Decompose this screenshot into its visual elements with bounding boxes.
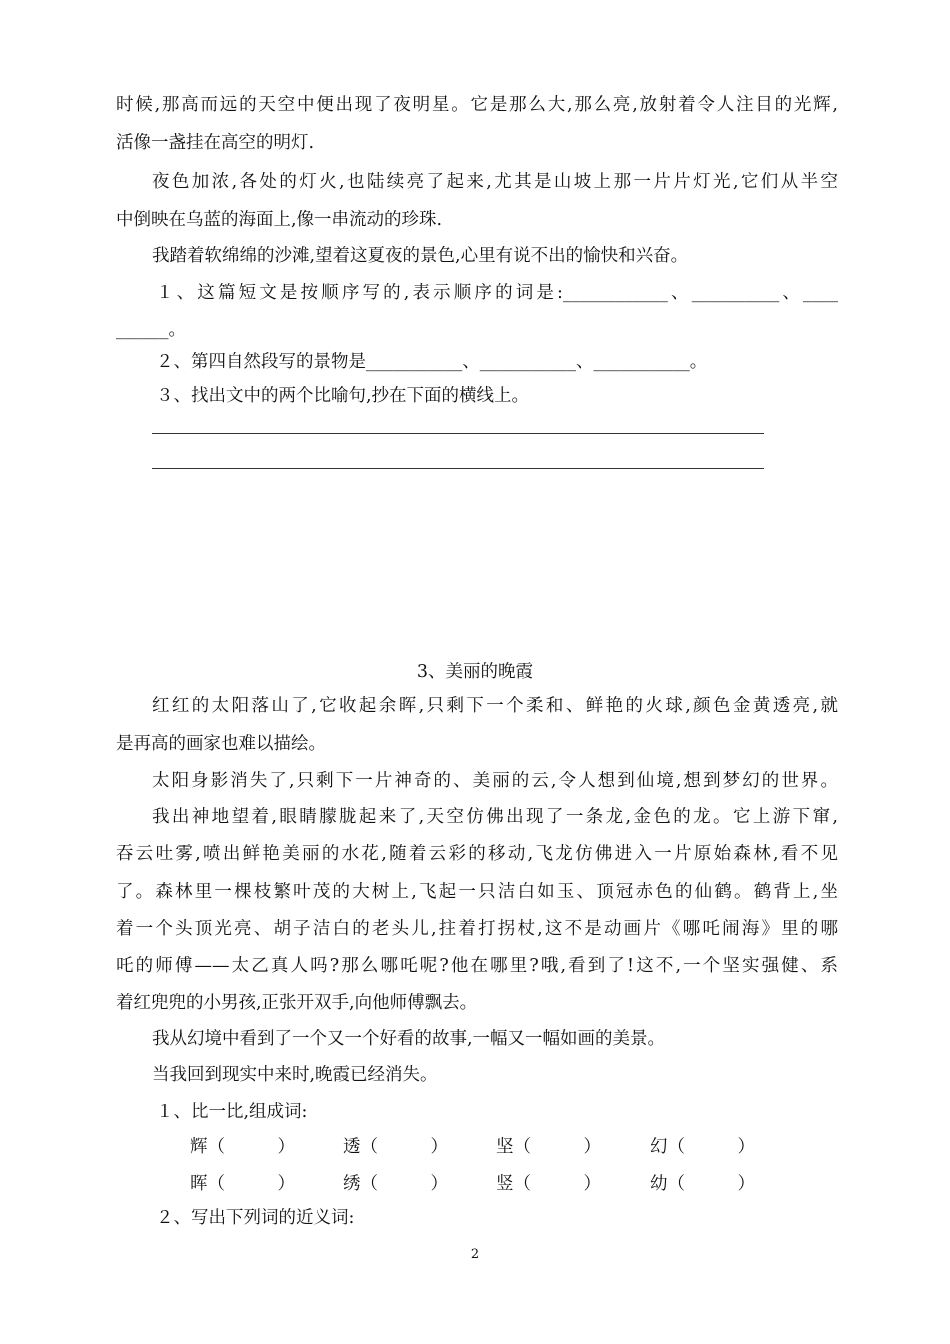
word-blank[interactable]: 辉（ ） bbox=[190, 1137, 295, 1157]
passage2-line: 着红兜兜的小男孩,正张开双手,向他师傅飘去。 bbox=[116, 993, 478, 1013]
question-2: ２、第四自然段写的景物是___________、___________、___________。 bbox=[156, 352, 708, 372]
word-blank[interactable]: 幼（ ） bbox=[650, 1174, 755, 1194]
word-blank[interactable]: 幻（ ） bbox=[650, 1137, 755, 1157]
question-1: １、这篇短文是按顺序写的,表示顺序的词是:____________、__________、____ bbox=[156, 283, 838, 303]
word-blank[interactable]: 透（ ） bbox=[343, 1137, 448, 1157]
exercise-1: １、比一比,组成词: bbox=[156, 1102, 308, 1122]
question-1-continued: ______。 bbox=[116, 320, 186, 340]
page-number: 2 bbox=[470, 1247, 480, 1262]
passage2-line: 吞云吐雾,喷出鲜艳美丽的水花,随着云彩的移动,飞龙仿佛进入一片原始森林,看不见 bbox=[116, 844, 838, 864]
passage1-line: 我踏着软绵绵的沙滩,望着这夏夜的景色,心里有说不出的愉快和兴奋。 bbox=[152, 246, 689, 266]
passage2-line: 我出神地望着,眼睛朦胧起来了,天空仿佛出现了一条龙,金色的龙。它上游下窜, bbox=[152, 807, 838, 827]
passage2-line: 是再高的画家也难以描绘。 bbox=[116, 734, 326, 754]
passage2-line: 当我回到现实中来时,晚霞已经消失。 bbox=[152, 1065, 438, 1085]
word-blank[interactable]: 坚（ ） bbox=[496, 1137, 601, 1157]
passage2-line: 太阳身影消失了,只剩下一片神奇的、美丽的云,令人想到仙境,想到梦幻的世界。 bbox=[152, 771, 838, 791]
word-blank[interactable]: 绣（ ） bbox=[343, 1174, 448, 1194]
passage2-title: 3、美丽的晚霞 bbox=[416, 662, 534, 682]
passage1-line: 中倒映在乌蓝的海面上,像一串流动的珍珠. bbox=[116, 210, 443, 230]
answer-line[interactable] bbox=[152, 468, 764, 469]
passage2-line: 红红的太阳落山了,它收起余晖,只剩下一个柔和、鲜艳的火球,颜色金黄透亮,就 bbox=[152, 696, 838, 716]
passage2-line: 了。森林里一棵枝繁叶茂的大树上,飞起一只洁白如玉、顶冠赤色的仙鹤。鹤背上,坐 bbox=[116, 882, 838, 902]
passage2-line: 我从幻境中看到了一个又一个好看的故事,一幅又一幅如画的美景。 bbox=[152, 1029, 666, 1049]
answer-line[interactable] bbox=[152, 433, 764, 434]
passage1-line: 活像一盏挂在高空的明灯. bbox=[116, 133, 315, 153]
word-blank[interactable]: 竖（ ） bbox=[496, 1174, 601, 1194]
passage2-line: 着一个头顶光亮、胡子洁白的老头儿,拄着打拐杖,这不是动画片《哪吒闹海》里的哪 bbox=[116, 919, 838, 939]
passage1-line: 时候,那高而远的天空中便出现了夜明星。它是那么大,那么亮,放射着令人注目的光辉, bbox=[116, 95, 838, 115]
exercise-2: ２、写出下列词的近义词: bbox=[156, 1208, 355, 1228]
passage1-line: 夜色加浓,各处的灯火,也陆续亮了起来,尤其是山坡上那一片片灯光,它们从半空 bbox=[152, 172, 838, 192]
passage2-line: 吒的师傅——太乙真人吗?那么哪吒呢?他在哪里?哦,看到了!这不,一个坚实强健、系 bbox=[116, 956, 838, 976]
word-blank[interactable]: 晖（ ） bbox=[190, 1174, 295, 1194]
question-3: ３、找出文中的两个比喻句,抄在下面的横线上。 bbox=[156, 386, 530, 406]
